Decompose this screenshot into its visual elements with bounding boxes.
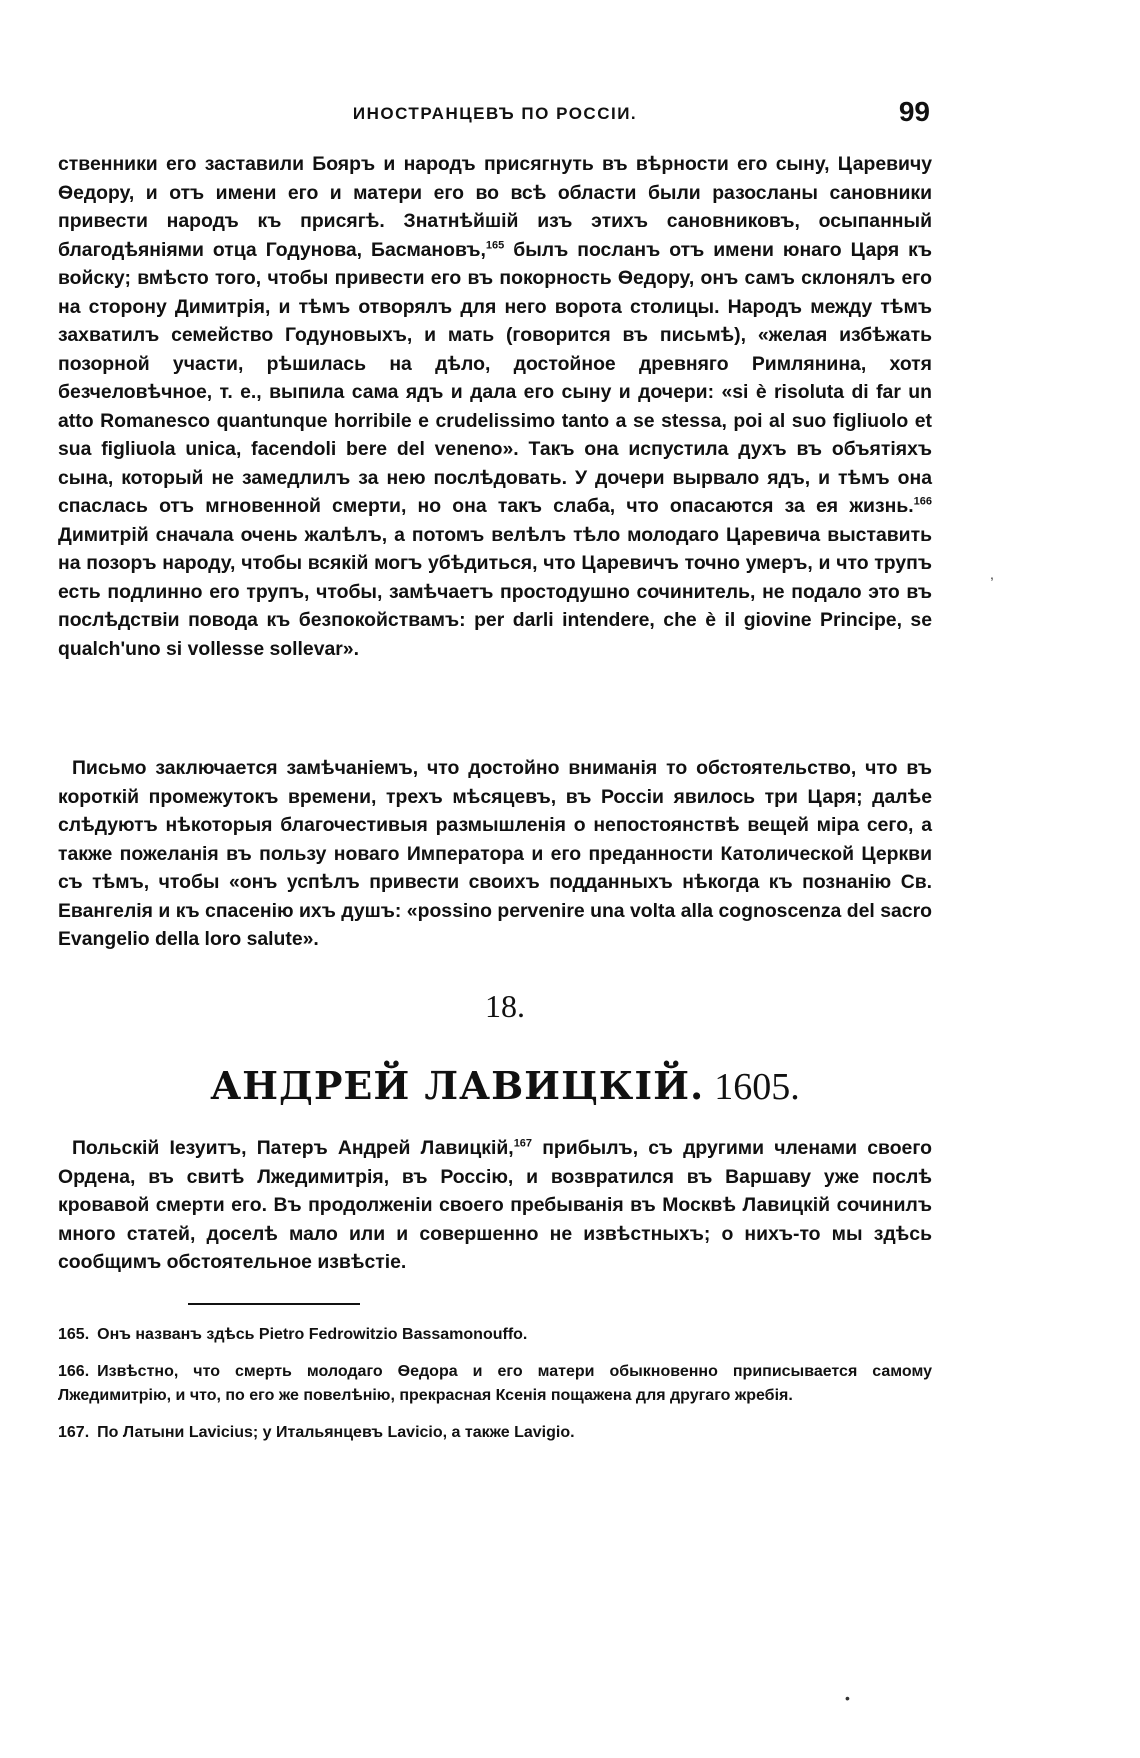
footnote-167: [58, 1421, 932, 1445]
section-heading-name: АНДРЕЙ ЛАВИЦКІЙ.: [210, 1063, 705, 1108]
footnote-text: Онъ названъ здѣсь Pietro Fedrowitzio Bassamonouffo.: [97, 1326, 528, 1343]
paragraph-1-text-c: Димитрій сначала очень жалѣлъ, а потомъ велѣлъ тѣло молодаго Царевича выставить на позоръ народу, чтобы всякій могъ убѣдиться, что Царевичъ точно умеръ, и что трупъ есть подлинно его трупъ, чтобы, замѣчаетъ простодушно сочинитель, не подало это въ послѣдствіи повода къ безпокойствамъ: per darli intendere, che è il giovine Principe, se qualch'uno si vollesse sollevar».: [58, 523, 932, 660]
paragraph-1-text-a: ственники его заставили Бояръ и народъ присягнуть въ вѣрности его сыну, Царевичу Ѳедору, и отъ имени его и матери его во всѣ области были разосланы сановники привести народъ къ присягѣ. Знатнѣйшій изъ этихъ сановниковъ, осыпанный благодѣяніями отца Годунова, Басмановъ,: [58, 153, 932, 261]
running-head: [60, 96, 930, 130]
margin-mark: ,: [990, 566, 994, 582]
paragraph-3-text-a: Польскій Іезуитъ, Патеръ Андрей Лавицкій,: [72, 1137, 514, 1159]
page-number: 99: [898, 96, 930, 127]
footnote-165: [58, 1323, 932, 1347]
ink-speck: •: [845, 1690, 850, 1706]
paragraph-1: [58, 150, 932, 663]
running-title: ИНОСТРАНЦЕВЪ ПО РОССІИ.: [352, 104, 638, 123]
section-number: 18.: [485, 988, 525, 1024]
paragraph-3: [58, 1134, 932, 1277]
footnote-text: По Латыни Lavicius; у Итальянцевъ Lavicio, а также Lavigio.: [97, 1424, 575, 1441]
paragraph-3-text-b: прибылъ, съ другими членами своего Ордена, въ свитѣ Лжедимитрія, въ Россію, и возвратился въ Варшаву уже послѣ кровавой смерти его. Въ продолженіи своего пребыванія въ Москвѣ Лавицкій сочинилъ много статей, доселѣ мало или и совершенно не извѣстныхъ; о нихъ-то мы здѣсь сообщимъ обстоятельное извѣстіе.: [58, 1137, 932, 1273]
paragraph-2: Письмо заключается замѣчаніемъ, что достойно вниманія то обстоятельство, что въ короткій промежутокъ времени, трехъ мѣсяцевъ, въ Россіи явилось три Царя; далѣе слѣдуютъ нѣкоторыя благочестивыя размышленія о непостоянствѣ вещей міра сего, а также пожеланія въ пользу новаго Императора и его преданности Католической Церкви съ тѣмъ, чтобы «онъ успѣлъ привести своихъ подданныхъ нѣкогда къ познанію Св. Евангелія и къ спасенію ихъ душъ: «possino pervenire una volta alla cognoscenza del sacro Evangelio della loro salute».: [58, 757, 932, 950]
footnote-divider: [188, 1303, 360, 1305]
footnote-number: 166.: [58, 1363, 90, 1380]
footnote-ref-165: 165: [485, 239, 505, 252]
section-heading-year: 1605.: [714, 1066, 800, 1108]
footnote-ref-167: 167: [513, 1137, 533, 1150]
footnote-text: Извѣстно, что смерть молодаго Ѳедора и его матери обыкновенно приписывается самому Лжедимитрію, и что, по его же повелѣнію, прекрасная Ксенія пощажена для другаго жребія.: [58, 1363, 932, 1404]
footnotes: [58, 1323, 932, 1458]
footnote-number: 167.: [58, 1424, 90, 1441]
section-heading: [0, 1062, 1010, 1109]
footnote-number: 165.: [58, 1326, 90, 1343]
footnote-166: [58, 1360, 932, 1408]
footnote-ref-166: 166: [913, 495, 932, 508]
paragraph-1-text-b: былъ посланъ отъ имени юнаго Царя къ войску; вмѣсто того, чтобы привести его въ покорность Ѳедору, онъ самъ склонялъ его на сторону Димитрія, и тѣмъ отворялъ для него ворота столицы. Народъ между тѣмъ захватилъ семейство Годуновыхъ, и мать (говорится въ письмѣ), «желая избѣжать позорной участи, рѣшилась на дѣло, достойное древняго Римлянина, хотя безчеловѣчное, т. е., выпила сама ядъ и дала его сыну и дочери: «si è risoluta di far un atto Romanesco quantunque horribile e crudelissimo tanto a se stessa, poi al suo figliuolo et sua figliuola unica, facendoli bere del veneno». Такъ она испустила духъ въ объятіяхъ сына, который не замедлилъ за нею послѣдовать. У дочери вырвало ядъ, и тѣмъ она спаслась отъ мгновенной смерти, но она такъ слаба, что опасаются за ея жизнь.: [58, 238, 933, 517]
